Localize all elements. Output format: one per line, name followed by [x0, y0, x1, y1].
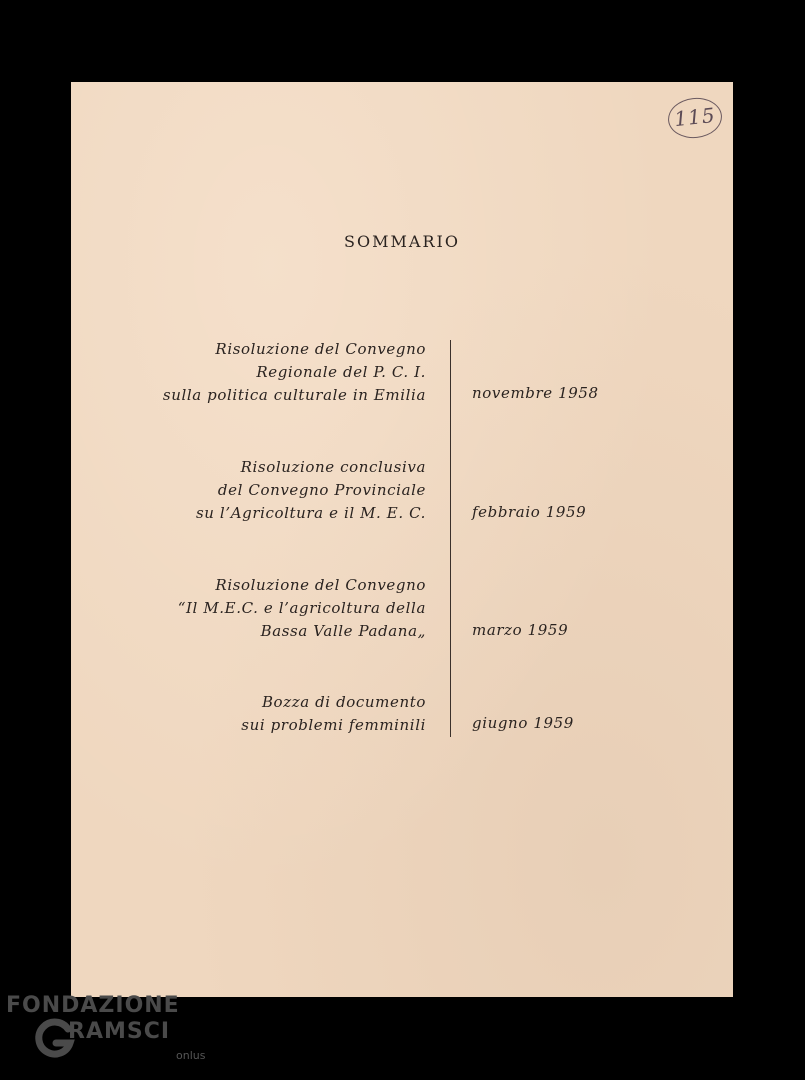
entry-title-line: Risoluzione del Convegno [215, 340, 426, 358]
entry-title [196, 456, 426, 525]
fondazione-gramsci-logo [6, 993, 206, 1073]
entry-date: febbraio 1959 [472, 503, 587, 521]
entry-title-line: Bassa Valle Padana„ [260, 622, 426, 640]
entry-title-line: Regionale del P. C. I. [256, 363, 426, 381]
logo-text-bottom: RAMSCI [68, 1019, 171, 1044]
entry-title-line: Risoluzione del Convegno [215, 576, 426, 594]
handwritten-page-number: 115 [666, 95, 724, 140]
entry-date: marzo 1959 [472, 621, 569, 639]
logo-text-top: FONDAZIONE [6, 993, 180, 1018]
entry-title-line: sulla politica culturale in Emilia [162, 386, 426, 404]
entry-title-line: su l’Agricoltura e il M. E. C. [196, 504, 426, 522]
entry-title [241, 691, 426, 737]
logo-suffix: onlus [176, 1049, 206, 1062]
entry-title [178, 574, 426, 643]
entry-title-line: sui problemi femminili [241, 716, 426, 734]
document-page [71, 82, 733, 997]
entry-title-line: del Convegno Provinciale [217, 481, 426, 499]
column-divider [450, 340, 451, 737]
entry-date: novembre 1958 [472, 384, 599, 402]
entry-title-line: “Il M.E.C. e l’agricoltura della [177, 599, 426, 617]
page-title: SOMMARIO [344, 232, 460, 251]
entry-title-line: Bozza di documento [261, 693, 426, 711]
entry-title-line: Risoluzione conclusiva [240, 458, 426, 476]
entry-title [163, 338, 426, 407]
entry-date: giugno 1959 [472, 714, 574, 732]
